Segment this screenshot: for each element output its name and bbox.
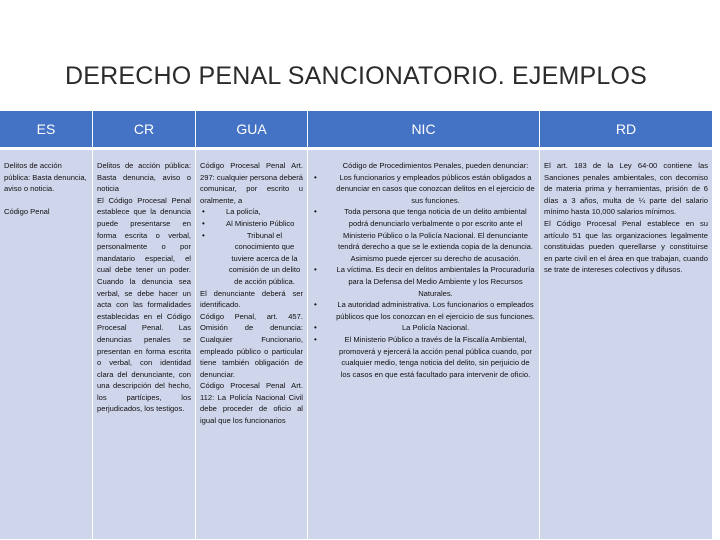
gua-bullet-list (200, 206, 303, 287)
bullet-icon: • (314, 207, 317, 217)
bullet-icon: • (202, 207, 205, 217)
list-item: • Los funcionarios y empleados públicos están obligados a denunciar en casos que conozcan delitos en el ejercicio de sus funciones. (314, 172, 535, 205)
bullet-icon: • (202, 218, 205, 228)
nic-intro: Código de Procedimientos Penales, pueden denunciar: (342, 161, 529, 170)
nic-bullet-list (312, 172, 535, 381)
column-header-rd: RD (540, 111, 712, 150)
bullet-icon: • (314, 172, 317, 182)
list-item: • El Ministerio Público a través de la Fiscalía Ambiental, promoverá y ejercerá la acción penal pública cuando, por cualquier medio, tenga noticia del delito, sin perjuicio de los casos en que está facultado para intervenir de oficio. (314, 334, 532, 379)
column-header-nic: NIC (308, 111, 540, 150)
cr-paragraph-2: El Código Procesal Penal establece que la denuncia puede presentarse en forma escrita o verbal, personalmente o por mandatario especial, el cual debe tener un poder. Cuando la denuncia sea verbal, se debe hacer un acta con las formalidades establecidas en el Código Procesal Penal. Las denuncias penales se presentan en forma escrita o verbal, con identidad clara del denunciante, con una descripción del hecho, los partícipes, los perjudicados, los testigos. (97, 195, 191, 414)
list-item: • La autoridad administrativa. Los funcionarios o empleados públicos que los conozcan en el ejercicio de sus funciones. (314, 300, 535, 321)
list-item: • Al Ministerio Público (202, 218, 295, 228)
slide-title: DERECHO PENAL SANCIONATORIO. EJEMPLOS (64, 62, 648, 90)
comparison-table (0, 111, 712, 539)
table-row (0, 150, 712, 539)
bullet-icon: • (314, 323, 317, 333)
bullet-icon: • (202, 230, 205, 240)
gua-paragraph-2: El denunciante deberá ser identificado. (200, 288, 303, 310)
rd-paragraph-2: El Código Procesal Penal establece en su artículo 51 que las organizaciones legalmente constituidas pueden querellarse y constituirse en parte civil en el área en que trabajan, cuando se trate de intereses colectivos y difusos. (544, 218, 708, 275)
bullet-icon: • (314, 300, 317, 310)
cell-gua (196, 150, 308, 539)
list-item: • La policía, (202, 207, 261, 217)
rd-paragraph-1: El art. 183 de la Ley 64-00 contiene las Sanciones penales ambientales, con decomiso de materia prima y herramientas, prisión de 6 días a 3 años, multa de ¼ parte del salario mínimo hasta 10,000 salarios mínimos. (544, 161, 708, 217)
gua-paragraph-1: Código Procesal Penal Art. 297: cualquier persona deberá comunicar, por escrito u oralmente, a (200, 161, 304, 205)
list-item: • Toda persona que tenga noticia de un delito ambiental podrá denunciarlo verbalmente o por escrito ante el Ministerio Público o la Policía Nacional. El denunciante tendrá derecho a que se le extienda copia de la denuncia. Asimismo puede ejercer su derecho de acusación. (314, 207, 534, 263)
list-item: • La víctima. Es decir en delitos ambientales la Procuraduría para la Defensa del Medio Ambiente y los Recursos Naturales. (314, 265, 535, 298)
es-paragraph-2: Código Penal (4, 206, 50, 216)
column-header-gua: GUA (196, 111, 308, 150)
gua-paragraph-4: Código Procesal Penal Art. 112: La Policía Nacional Civil debe proceder de oficio al igual que los funcionarios (200, 381, 303, 426)
list-item: • Tribunal el conocimiento que tuviere acerca de la comisión de un delito de acción pública. (202, 230, 301, 286)
cr-paragraph-1: Delitos de acción pública: Basta denuncia, aviso o noticia (97, 161, 191, 194)
es-paragraph-1: Delitos de acción pública: Basta denuncia, aviso o noticia. (4, 161, 87, 194)
bullet-icon: • (314, 334, 317, 344)
gua-paragraph-3: Código Penal, art. 457. Omisión de denuncia: Cualquier Funcionario, empleado público o particular tiene también obligación de denunciar. (200, 311, 303, 379)
cell-rd (540, 150, 712, 539)
cell-nic (308, 150, 540, 539)
column-header-cr: CR (93, 111, 196, 150)
bullet-icon: • (314, 265, 317, 275)
cell-es (0, 150, 93, 539)
cell-cr (93, 150, 196, 539)
column-header-es: ES (0, 111, 93, 150)
list-item: • La Policía Nacional. (314, 323, 470, 333)
table-header-row (0, 111, 712, 150)
